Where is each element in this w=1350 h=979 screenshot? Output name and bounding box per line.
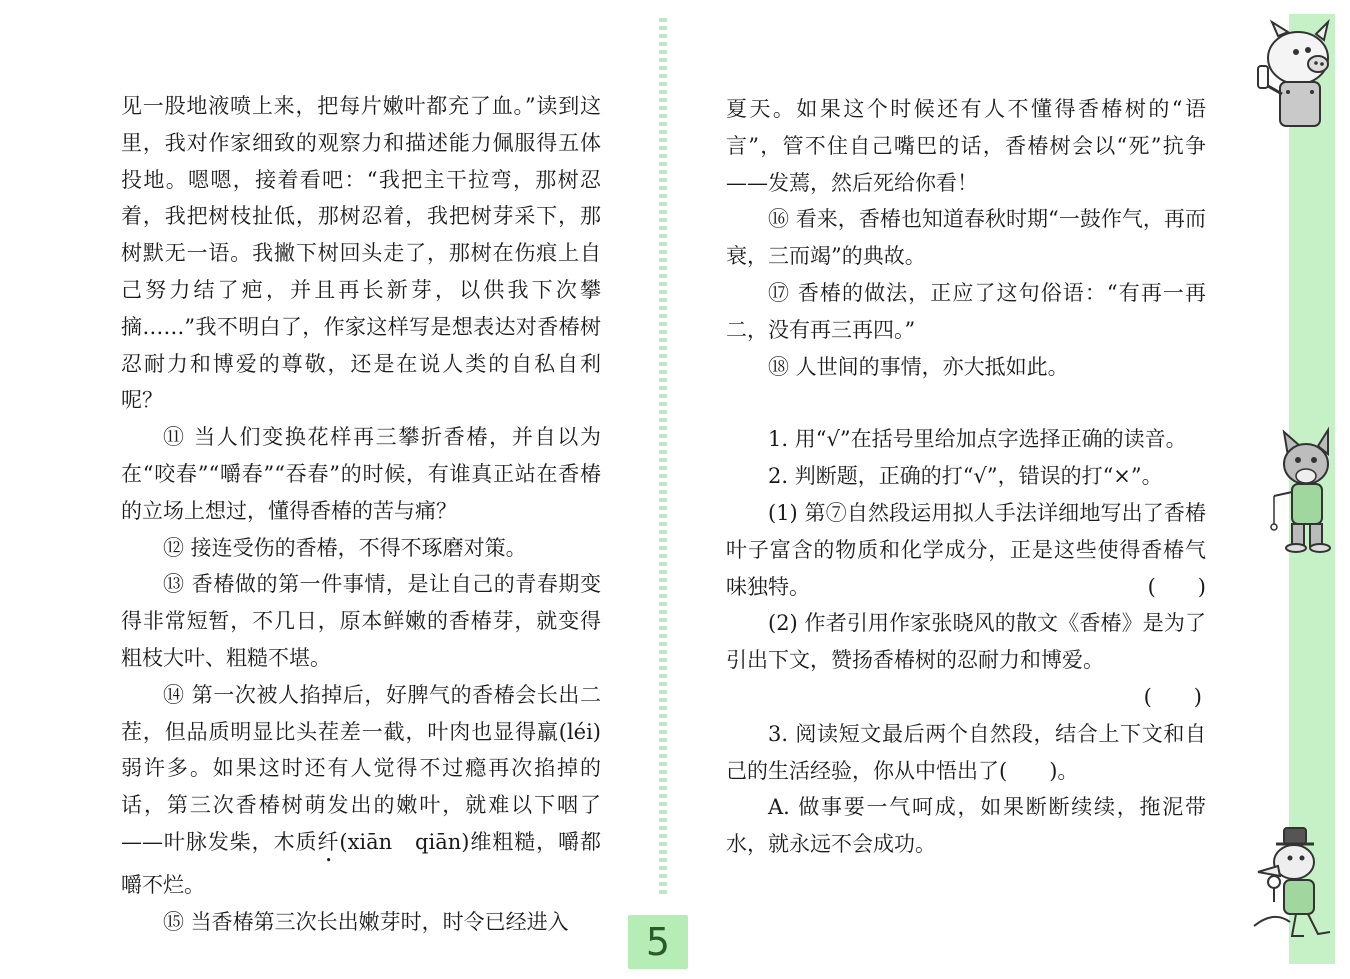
paragraph-18: ⑱ 人世间的事情，亦大抵如此。 <box>768 354 1069 379</box>
paragraph-15-continued: 夏天。如果这个时候还有人不懂得香椿树的“语言”，管不住自己嘴巴的话，香椿树会以“死”抗争——发蔫，然后死给你看！ <box>726 97 1206 195</box>
question-3: 3. 阅读短文最后两个自然段，结合上下文和自己的生活经验，你从中悟出了( )。 <box>726 721 1206 783</box>
paragraph-14-part-a: ⑭ 第一次被人掐掉后，好脾气的香椿会长出二茬，但品质明显比头茬差一截，叶肉也显得羸(léi)弱许多。如果这时还有人觉得不过瘾再次掐掉的话，第三次香椿树萌发出的嫩叶，就难以下咽了——叶脉发柴，木质 <box>121 682 601 854</box>
paragraph-14 <box>121 677 601 904</box>
wolf-mascot-icon <box>1266 426 1346 556</box>
question-3-option-a: A. 做事要一气呵成，如果断断续续，拖泥带水，就永远不会成功。 <box>726 795 1206 857</box>
paragraph-16: ⑯ 看来，香椿也知道春秋时期“一鼓作气，再而衰，三而竭”的典故。 <box>726 207 1206 269</box>
question-2-item-1 <box>726 495 1206 605</box>
paragraph-15: ⑮ 当香椿第三次长出嫩芽时，时令已经进入 <box>163 909 569 934</box>
question-2-item-2: (2) 作者引用作家张晓风的散文《香椿》是为了引出下文，赞扬香椿树的忍耐力和博爱。 <box>726 611 1206 673</box>
pig-mascot-icon <box>1238 16 1334 136</box>
page-number-badge: 5 <box>628 915 688 969</box>
question-2-item-1-text: (1) 第⑦自然段运用拟人手法详细地写出了香椿叶子富含的物质和化学成分，正是这些使得香椿气味独特。 <box>726 500 1206 599</box>
left-text-column <box>121 88 601 941</box>
question-1: 1. 用“√”在括号里给加点字选择正确的读音。 <box>768 427 1187 452</box>
paragraph-17: ⑰ 香椿的做法，正应了这句俗语：“有再一再二，没有再三再四。” <box>726 280 1206 342</box>
dotted-character: 纤 <box>317 829 340 854</box>
answer-blank-2[interactable]: ( ) <box>1143 684 1202 709</box>
paragraph-13: ⑬ 香椿做的第一件事情，是让自己的青春期变得非常短暂，不几日，原本鲜嫩的香椿芽，就变得粗枝大叶、粗糙不堪。 <box>121 572 601 670</box>
paragraph-11: ⑪ 当人们变换花样再三攀折香椿，并自以为在“咬春”“嚼春”“吞春”的时候，有谁真正站在香椿的立场上想过，懂得香椿的苦与痛？ <box>121 425 601 523</box>
fox-mascot-icon <box>1234 826 1338 946</box>
answer-blank-1[interactable]: ( ) <box>1147 574 1206 599</box>
right-text-column <box>726 91 1206 863</box>
paragraph-12: ⑫ 接连受伤的香椿，不得不琢磨对策。 <box>163 535 527 560</box>
paragraph-14-part-b: (xiān qiān)维粗糙，嚼都嚼不烂。 <box>121 829 602 897</box>
page-fold-divider <box>659 18 667 898</box>
paragraph-10-continued: 见一股地液喷上来，把每片嫩叶都充了血。”读到这里，我对作家细致的观察力和描述能力佩服得五体投地。嗯嗯，接着看吧：“我把主干拉弯，那树忍着，我把树枝扯低，那树忍着，我把树芽采下，那树默无一语。我撇下树回头走了，那树在伤痕上自己努力结了疤，并且再长新芽，以供我下次攀摘……”我不明白了，作家这样写是想表达对香椿树忍耐力和博爱的尊敬，还是在说人类的自私自利呢？ <box>121 94 601 413</box>
question-2: 2. 判断题，正确的打“√”，错误的打“×”。 <box>768 464 1163 489</box>
